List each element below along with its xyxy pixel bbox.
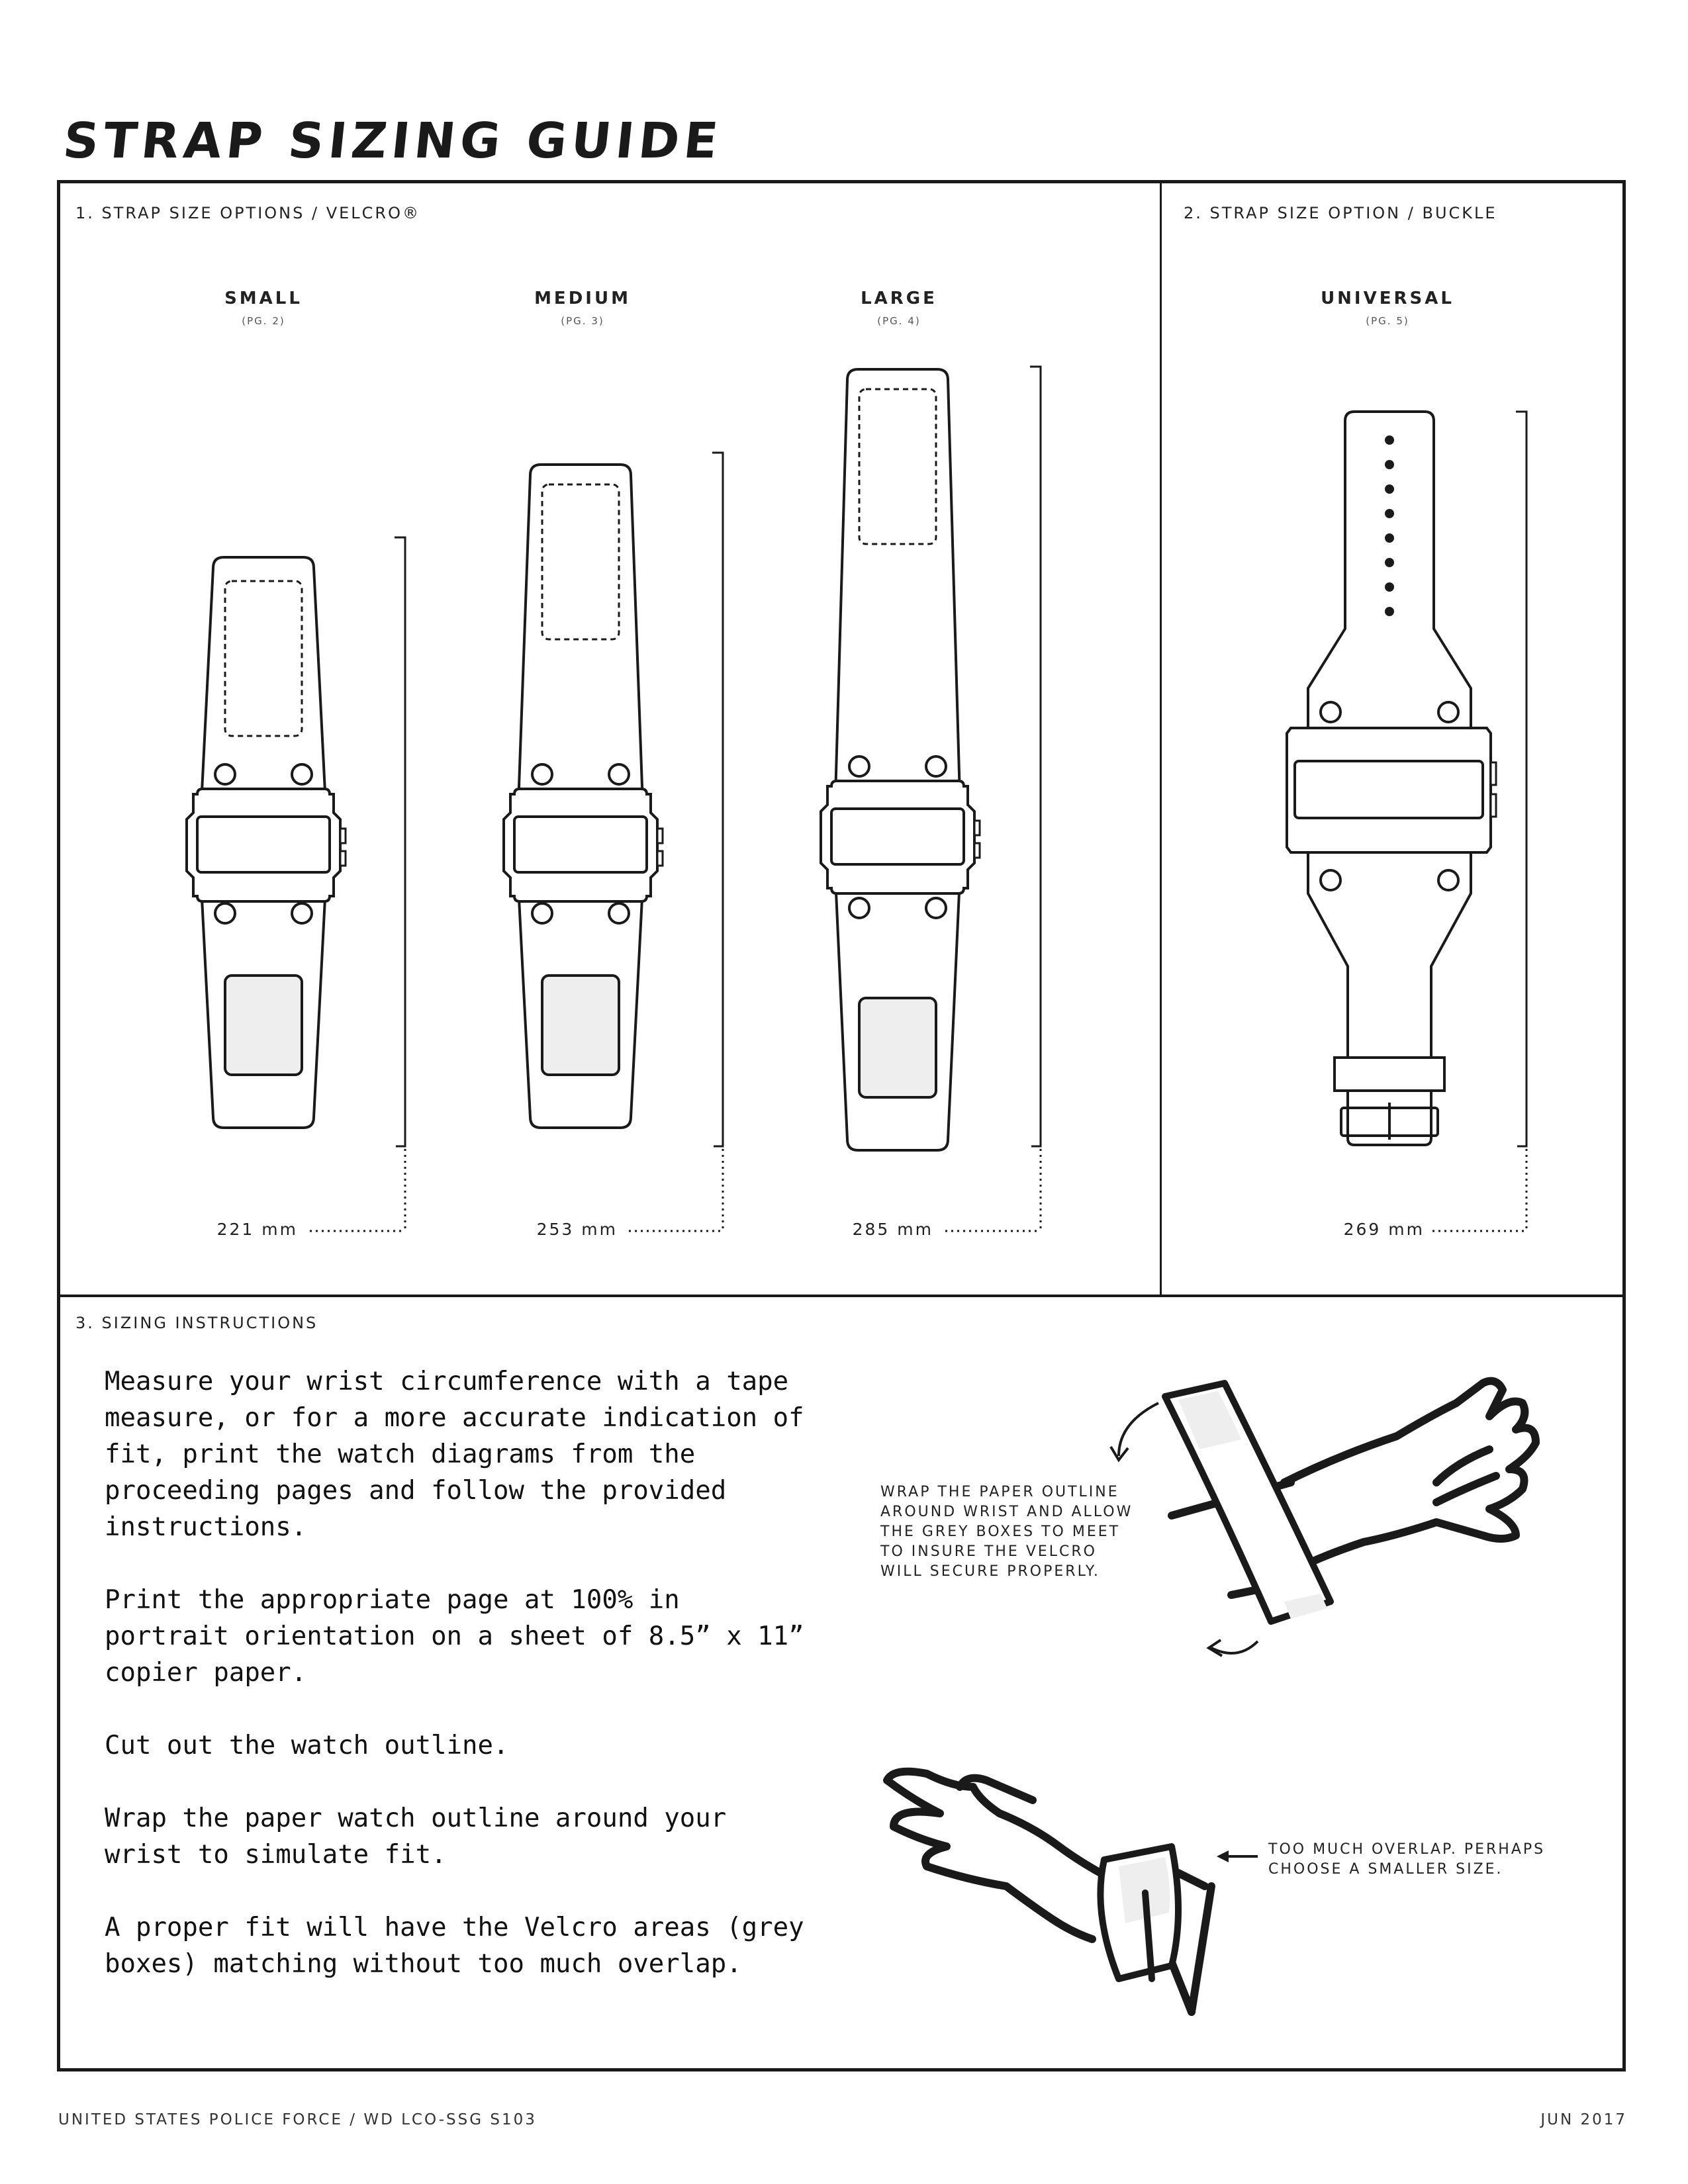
size-page-large: (PG. 4) [877, 315, 921, 327]
length-large: 285 mm [852, 1220, 933, 1239]
caption-line: TOO MUCH OVERLAP. PERHAPS [1268, 1841, 1546, 1858]
size-name-large: LARGE [861, 289, 937, 308]
strap-medium-outline [504, 465, 663, 1128]
length-medium: 253 mm [536, 1220, 618, 1239]
overlap-caption [1268, 1840, 1545, 1880]
instruction-paragraph: Wrap the paper watch outline around your wrist to simulate fit. [105, 1803, 727, 1870]
strap-small-outline [187, 557, 346, 1128]
overlap-hand-illustration [887, 1772, 1211, 2012]
size-name-universal: UNIVERSAL [1321, 289, 1454, 308]
wrap-hand-illustration [1165, 1381, 1536, 1621]
size-name-medium: MEDIUM [534, 289, 631, 308]
velcro-section-label: 1. STRAP SIZE OPTIONS / VELCRO® [75, 204, 420, 222]
caption-line: AROUND WRIST AND ALLOW [880, 1504, 1133, 1520]
sizing-instructions [105, 1363, 806, 2019]
instruction-paragraph: A proper fit will have the Velcro areas (grey boxes) matching without too much overlap. [105, 1913, 804, 1979]
instructions-section-label: 3. SIZING INSTRUCTIONS [75, 1314, 318, 1332]
wrap-caption [880, 1482, 1133, 1582]
strap-large-outline [821, 369, 980, 1150]
arrow-left-icon [1217, 1850, 1258, 1862]
instruction-paragraph: Print the appropriate page at 100% in portrait orientation on a sheet of 8.5” x 11” copier paper. [105, 1585, 804, 1688]
length-universal: 269 mm [1343, 1220, 1425, 1239]
footer-date: JUN 2017 [1540, 2111, 1627, 2128]
size-page-universal: (PG. 5) [1366, 315, 1409, 327]
caption-line: TO INSURE THE VELCRO [880, 1543, 1097, 1560]
size-name-small: SMALL [224, 289, 303, 308]
strap-universal-outline [1287, 412, 1496, 1145]
footer-left: UNITED STATES POLICE FORCE / WD LCO-SSG S103 [58, 2111, 537, 2128]
caption-line: THE GREY BOXES TO MEET [880, 1524, 1121, 1540]
caption-line: WILL SECURE PROPERLY. [880, 1563, 1100, 1580]
buckle-section-label: 2. STRAP SIZE OPTION / BUCKLE [1184, 204, 1497, 222]
caption-line: WRAP THE PAPER OUTLINE [880, 1484, 1119, 1500]
instruction-paragraph: Measure your wrist circumference with a tape measure, or for a more accurate indication of fit, print the watch diagrams from the proceeding pages and follow the provided instructions. [105, 1367, 804, 1542]
size-page-small: (PG. 2) [242, 315, 285, 327]
size-page-medium: (PG. 3) [561, 315, 604, 327]
page-title: STRAP SIZING GUIDE [60, 113, 726, 169]
instruction-paragraph: Cut out the watch outline. [105, 1731, 509, 1760]
length-small: 221 mm [216, 1220, 298, 1239]
caption-line: CHOOSE A SMALLER SIZE. [1268, 1861, 1503, 1878]
